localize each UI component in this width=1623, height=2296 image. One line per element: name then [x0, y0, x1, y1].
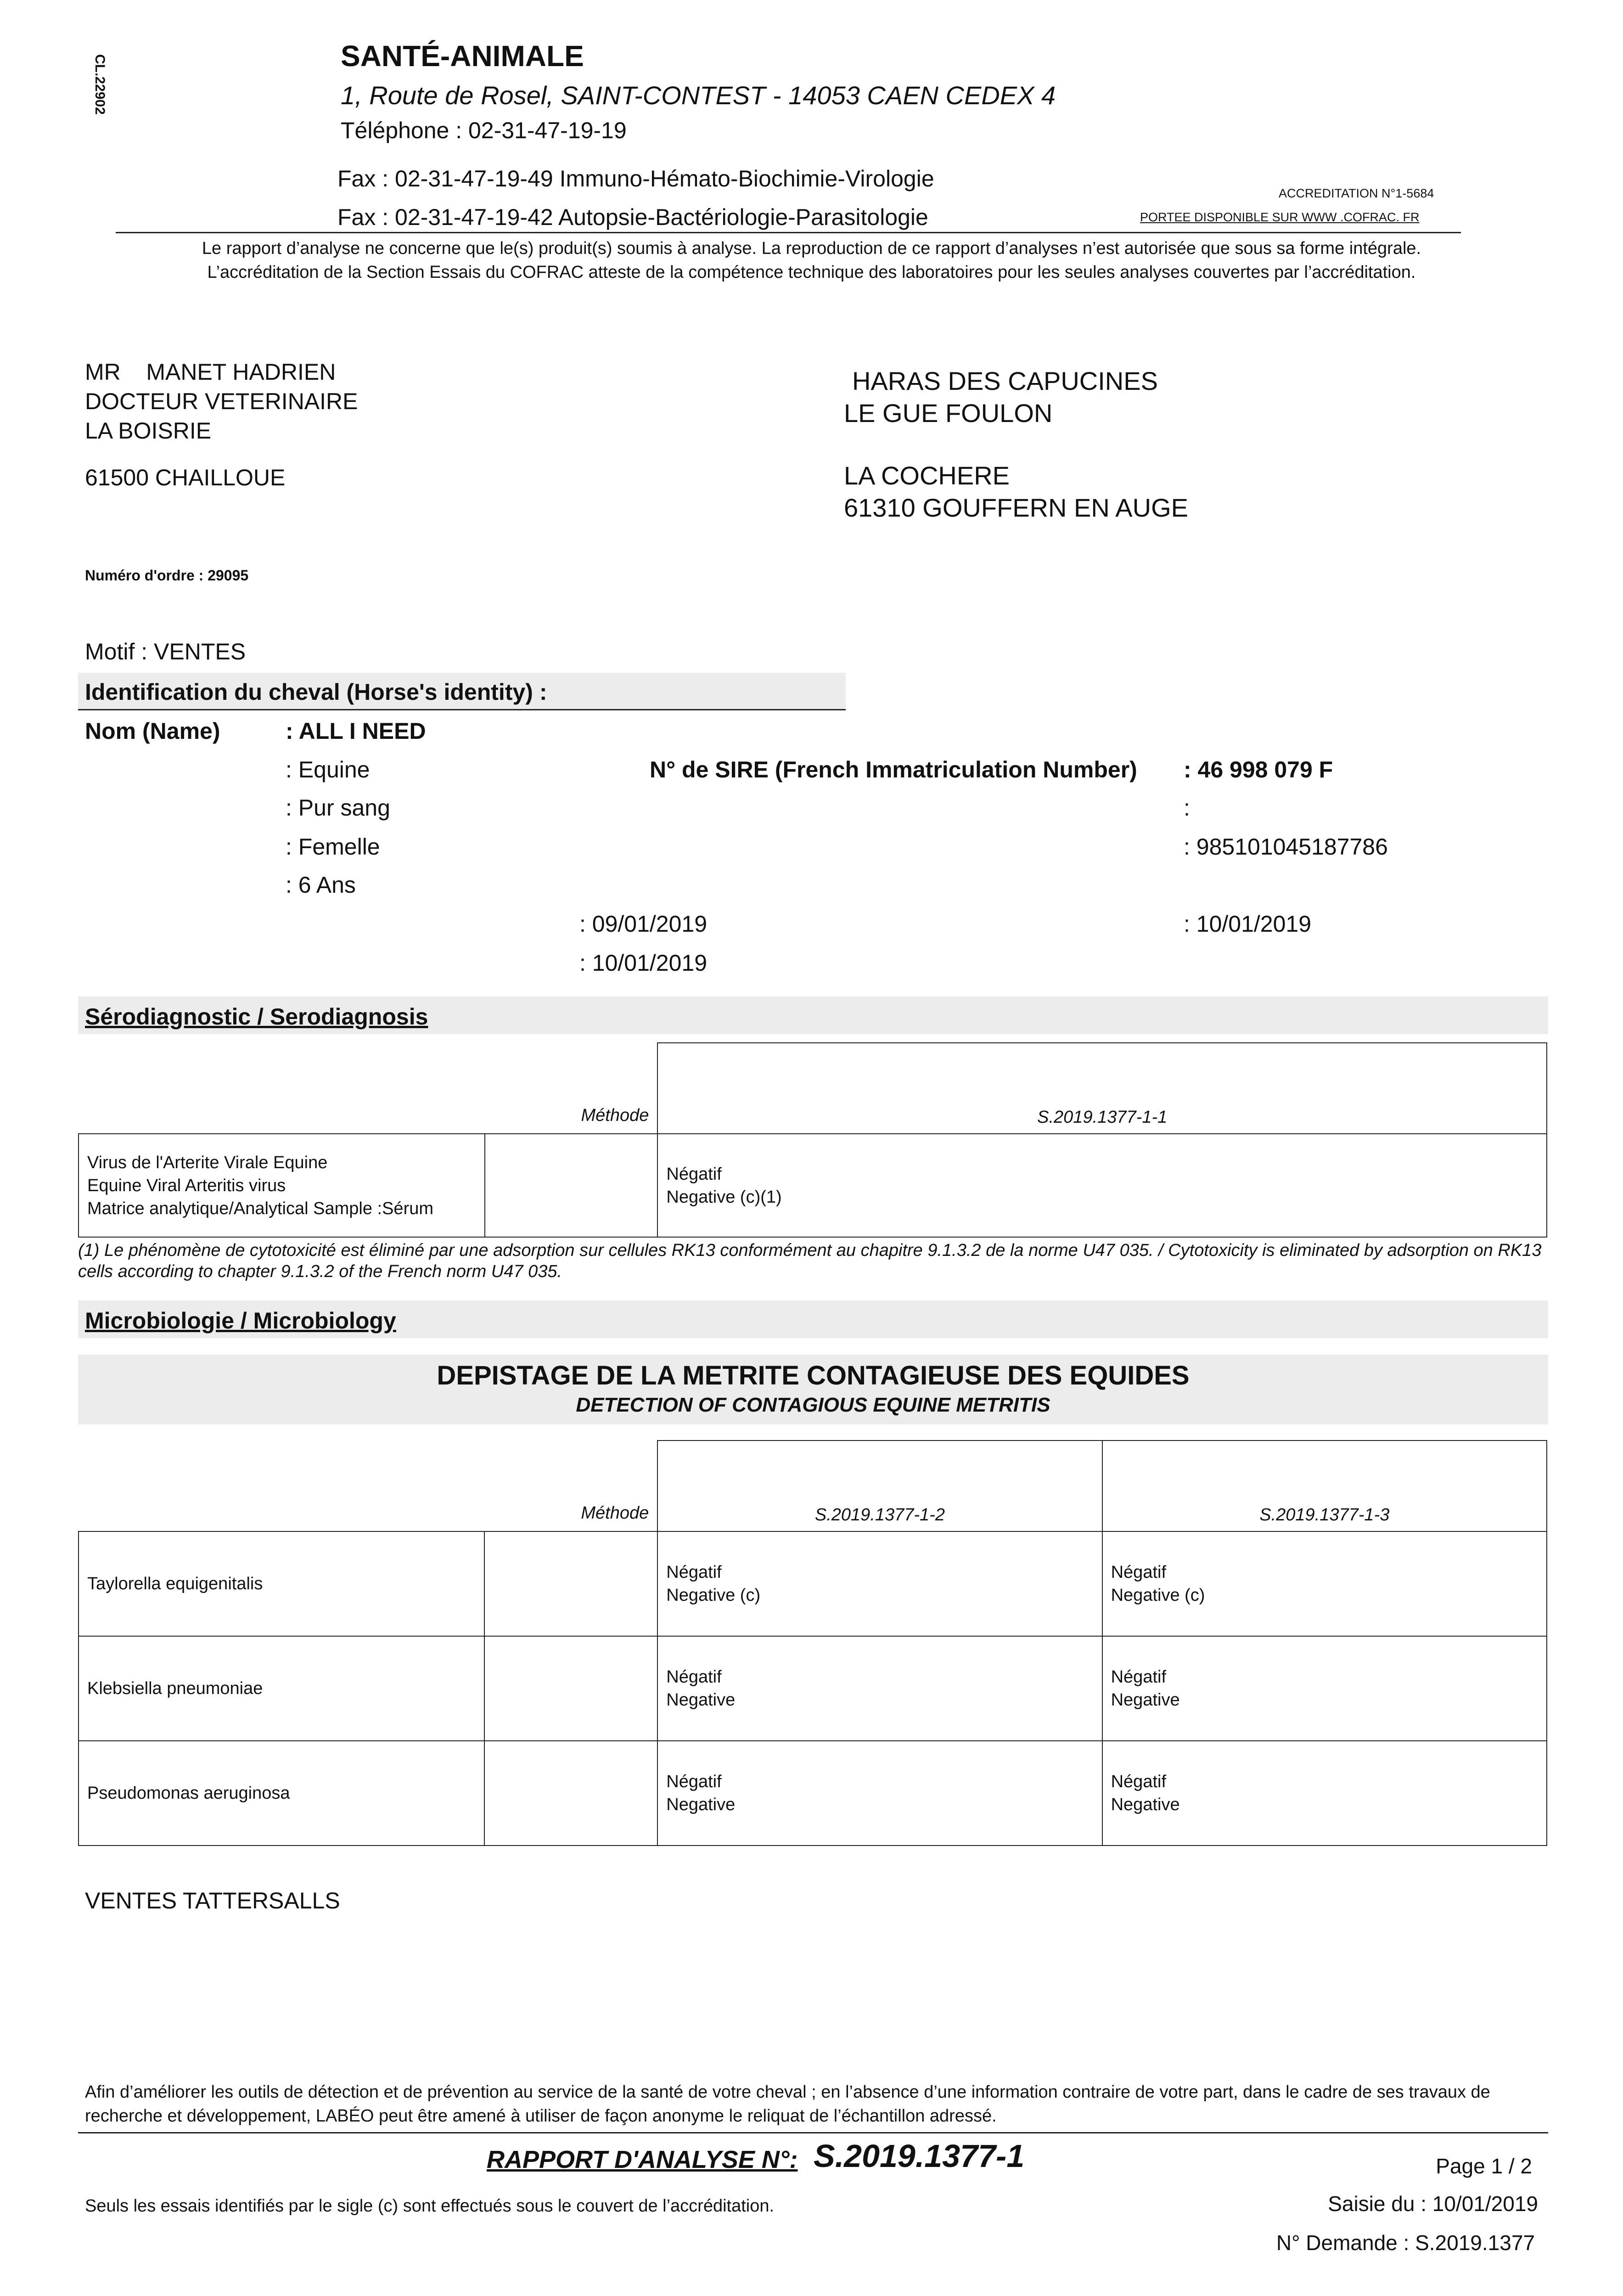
- analysis-name-cell: [79, 1134, 485, 1237]
- cem-title: DEPISTAGE DE LA METRITE CONTAGIEUSE DES EQUIDES: [437, 1361, 1190, 1390]
- date-1-value: : 09/01/2019: [579, 911, 708, 937]
- result-en: Negative (c): [666, 1586, 761, 1605]
- disclaimer-line-1: Le rapport d’analyse ne concerne que le(s) produit(s) soumis à analyse. La reproduction de ce rapport d’analyses n’est autorisée que sous sa forme intégrale.: [202, 239, 1421, 258]
- result-fr: Négatif: [666, 1667, 722, 1687]
- result-en: Negative (c)(1): [666, 1187, 782, 1207]
- method-cell: [485, 1134, 658, 1237]
- cytotoxicity-note: (1) Le phénomène de cytotoxicité est éliminé par une adsorption sur cellules RK13 conformément au chapitre 9.1.3.2 de la norme U47 035. / Cytotoxicity is eliminated by adsorption on RK13 cells according to chapter 9.1.3.2 of the French norm U47 035.: [78, 1241, 1542, 1281]
- vet-name: MR MANET HADRIEN: [85, 359, 336, 385]
- saisie-date: Saisie du : 10/01/2019: [1328, 2192, 1538, 2216]
- result-cell: [657, 1134, 1547, 1237]
- serodiagnostic-title: Sérodiagnostic / Serodiagnosis: [85, 1004, 428, 1030]
- vet-street: LA BOISRIE: [85, 418, 212, 444]
- method-cell: [484, 1531, 657, 1636]
- cofrac-link[interactable]: PORTEE DISPONIBLE SUR WWW .COFRAC. FR: [1140, 210, 1420, 224]
- vet-city: 61500 CHAILLOUE: [85, 465, 286, 490]
- name-value: : ALL I NEED: [286, 718, 426, 744]
- demande-number: N° Demande : S.2019.1377: [1276, 2231, 1535, 2255]
- sample-id-header-1: S.2019.1377-1-2: [657, 1441, 1102, 1531]
- sample-id-header-2: S.2019.1377-1-3: [1102, 1441, 1547, 1531]
- privacy-notice: Afin d’améliorer les outils de détection et de prévention au service de la santé de votre cheval ; en l’absence d’une information contraire de votre part, dans le cadre de ses travaux de recherche et développement, LABÉO peut être amené à utiliser de façon anonyme le reliquat de l’échantillon adressé.: [85, 2082, 1490, 2126]
- organism-name: Pseudomonas aeruginosa: [79, 1741, 484, 1846]
- species-value: : Equine: [286, 757, 370, 782]
- microbiology-title: Microbiologie / Microbiology: [85, 1308, 396, 1334]
- table-row: [79, 1741, 1547, 1846]
- method-header: Méthode: [484, 1441, 657, 1531]
- table-row: [79, 1636, 1547, 1741]
- analysis-matrix: Matrice analytique/Analytical Sample :Sérum: [87, 1199, 434, 1218]
- lab-phone: Téléphone : 02-31-47-19-19: [341, 118, 627, 143]
- owner-name: HARAS DES CAPUCINES: [852, 366, 1158, 395]
- date-2-value: : 10/01/2019: [579, 950, 708, 976]
- lab-fax-1: Fax : 02-31-47-19-49 Immuno-Hémato-Biochimie-Virologie: [337, 166, 934, 191]
- breed-right-value: :: [1184, 795, 1190, 821]
- result-fr: Négatif: [666, 1772, 722, 1791]
- analysis-name-fr: Virus de l'Arterite Virale Equine: [87, 1153, 328, 1172]
- report-label: RAPPORT D'ANALYSE N°:: [487, 2146, 798, 2173]
- serodiagnostic-table: [78, 1042, 1547, 1238]
- analysis-name-en: Equine Viral Arteritis virus: [87, 1176, 286, 1195]
- result-en: Negative (c): [1111, 1586, 1205, 1605]
- microbiology-header-row: [79, 1441, 1547, 1531]
- result-fr: Négatif: [666, 1563, 722, 1582]
- result-en: Negative: [666, 1690, 736, 1710]
- accreditation-number: ACCREDITATION N°1-5684: [1279, 186, 1434, 200]
- table-row: [79, 1134, 1547, 1237]
- organism-name: Taylorella equigenitalis: [79, 1531, 484, 1636]
- vet-title: DOCTEUR VETERINAIRE: [85, 388, 358, 414]
- sire-label: N° de SIRE (French Immatriculation Number): [650, 757, 1137, 782]
- sample-id-header: S.2019.1377-1-1: [657, 1043, 1547, 1134]
- date-1-right-value: : 10/01/2019: [1184, 911, 1312, 937]
- result-cell: [1102, 1741, 1547, 1846]
- footer-rule: [78, 2132, 1548, 2133]
- cem-subtitle: DETECTION OF CONTAGIOUS EQUINE METRITIS: [576, 1394, 1050, 1416]
- age-value: : 6 Ans: [286, 872, 356, 898]
- owner-street: LE GUE FOULON: [844, 399, 1053, 428]
- result-cell: [657, 1741, 1102, 1846]
- lab-fax-2: Fax : 02-31-47-19-42 Autopsie-Bactériologie-Parasitologie: [337, 204, 928, 230]
- disclaimer-line-2: L’accréditation de la Section Essais du COFRAC atteste de la compétence technique des laboratoires pour les seules analyses couvertes par l’accréditation.: [207, 263, 1416, 282]
- result-cell: [657, 1636, 1102, 1741]
- lab-address: 1, Route de Rosel, SAINT-CONTEST - 14053 CAEN CEDEX 4: [341, 81, 1056, 110]
- owner-place: LA COCHERE: [844, 461, 1010, 490]
- result-en: Negative: [666, 1795, 736, 1814]
- name-label: Nom (Name): [85, 718, 220, 744]
- identification-rule: [78, 709, 846, 710]
- method-cell: [484, 1636, 657, 1741]
- result-fr: Négatif: [666, 1164, 722, 1184]
- comment: VENTES TATTERSALLS: [85, 1888, 340, 1913]
- result-en: Negative: [1111, 1690, 1180, 1710]
- result-cell: [1102, 1636, 1547, 1741]
- result-cell: [1102, 1531, 1547, 1636]
- result-fr: Négatif: [1111, 1667, 1167, 1687]
- document-code: CL.22902: [92, 54, 107, 115]
- result-fr: Négatif: [1111, 1772, 1167, 1791]
- header-rule: [116, 232, 1461, 233]
- breed-value: : Pur sang: [286, 795, 390, 821]
- motif: Motif : VENTES: [85, 639, 246, 664]
- result-en: Negative: [1111, 1795, 1180, 1814]
- result-fr: Négatif: [1111, 1563, 1167, 1582]
- order-number: Numéro d'ordre : 29095: [85, 567, 249, 584]
- sex-value: : Femelle: [286, 834, 380, 860]
- identification-title: Identification du cheval (Horse's identity) :: [85, 679, 547, 705]
- lab-name: SANTÉ-ANIMALE: [341, 39, 584, 73]
- sire-value: : 46 998 079 F: [1184, 757, 1333, 782]
- chip-value: : 985101045187786: [1184, 834, 1388, 860]
- organism-name: Klebsiella pneumoniae: [79, 1636, 484, 1741]
- accreditation-note: Seuls les essais identifiés par le sigle (c) sont effectués sous le couvert de l’accréditation.: [85, 2196, 775, 2216]
- owner-address: [844, 365, 1188, 524]
- report-number: S.2019.1377-1: [814, 2138, 1025, 2174]
- result-cell: [657, 1531, 1102, 1636]
- microbiology-table: [78, 1440, 1547, 1846]
- table-row: [79, 1531, 1547, 1636]
- vet-address: [85, 357, 358, 492]
- method-header: Méthode: [485, 1043, 658, 1134]
- serodiagnostic-header-row: [79, 1043, 1547, 1134]
- owner-city: 61310 GOUFFERN EN AUGE: [844, 493, 1189, 522]
- method-cell: [484, 1741, 657, 1846]
- page-number: Page 1 / 2: [1436, 2154, 1532, 2178]
